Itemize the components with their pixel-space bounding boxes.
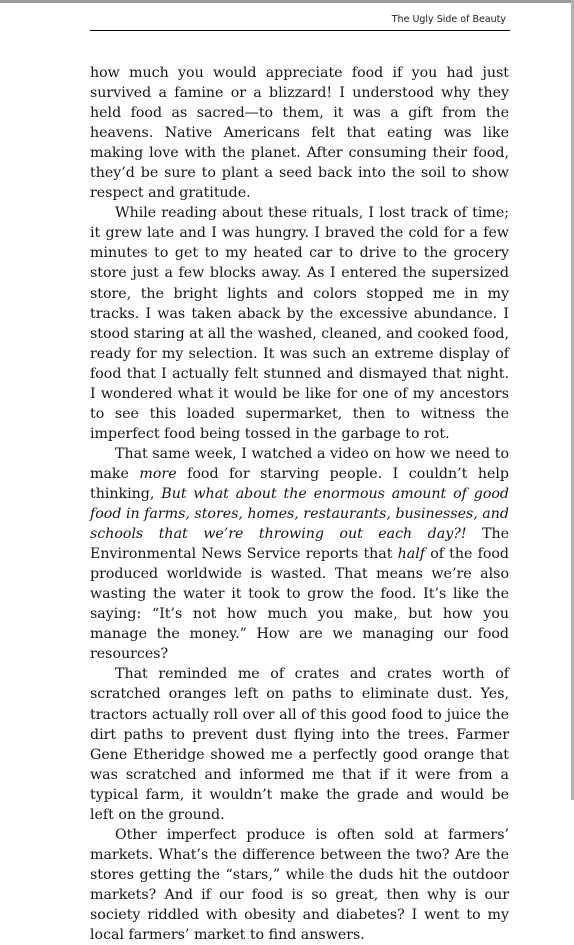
- text-run: food for starving people. I couldn’t help thinking,: [90, 465, 510, 502]
- paragraph: [90, 825, 509, 945]
- text-run: how much you would appreciate food if you had just survived a famine or a blizzard! I understood why they held food as sacred—to them, it was a gift from the heavens. Native Americans felt that eating was like making love with the planet. After consuming their food, they’d be sure to plant a seed back into the soil to show respect and gratitude.: [90, 65, 509, 202]
- paragraph: [90, 63, 509, 203]
- top-border: [0, 0, 574, 3]
- running-head: The Ugly Side of Beauty: [391, 14, 506, 25]
- text-run: The Environmental News Service reports that: [90, 526, 509, 563]
- text-run: That reminded me of crates and crates worth of scratched oranges left on paths to eliminate dust. Yes, tractors actually roll over all of this good food to juice the dirt paths to prevent dust flying into the trees. Farmer Gene Etheridge showed me a perfectly good orange that was scratched and informed me that if it were from a typical farm, it wouldn’t make the grade and would be left on the ground.: [90, 666, 509, 823]
- text-run: Other imperfect produce is often sold at farmers’ markets. What’s the difference between the two? Are the stores getting the “stars,” while the duds hit the outdoor markets? And if our food is so great, then why is our society riddled with obesity and diabetes? I went to my local farmers’ market to find answers.: [90, 826, 509, 944]
- text-run: While reading about these rituals, I lost track of time; it grew late and I was hungry. I braved the cold for a few minutes to get to my heated car to drive to the grocery store just a few blocks away. As I entered the supersized store, the bright lights and colors stopped me in my tracks. I was taken aback by the excessive abundance. I stood staring at all the washed, cleaned, and cooked food, ready for my selection. It was such an extreme display of food that I actually felt stunned and dismayed that night. I wondered what it would be like for one of my ancestors to see this loaded supermarket, then to witness the imperfect food being tossed in the garbage to rot.: [90, 205, 509, 442]
- paragraph: [90, 203, 509, 444]
- italic-run: more: [139, 465, 177, 482]
- italic-run: But what about the enormous amount of good food in farms, stores, homes, restaurants, businesses, and schools that we’re throwing out each day?!: [90, 485, 510, 543]
- text-run: That same week, I watched a video on how we need to make: [90, 445, 509, 482]
- header-rule: [90, 30, 510, 31]
- italic-run: half: [397, 546, 426, 563]
- body-text: [90, 63, 509, 945]
- paragraph: [90, 664, 509, 824]
- paragraph: [90, 444, 509, 665]
- text-run: of the food produced worldwide is wasted. That means we’re also wasting the water it took to grow the food. It’s like the saying: “It’s not how much you make, but how you manage the money.” How are we managing our food resources?: [90, 546, 509, 663]
